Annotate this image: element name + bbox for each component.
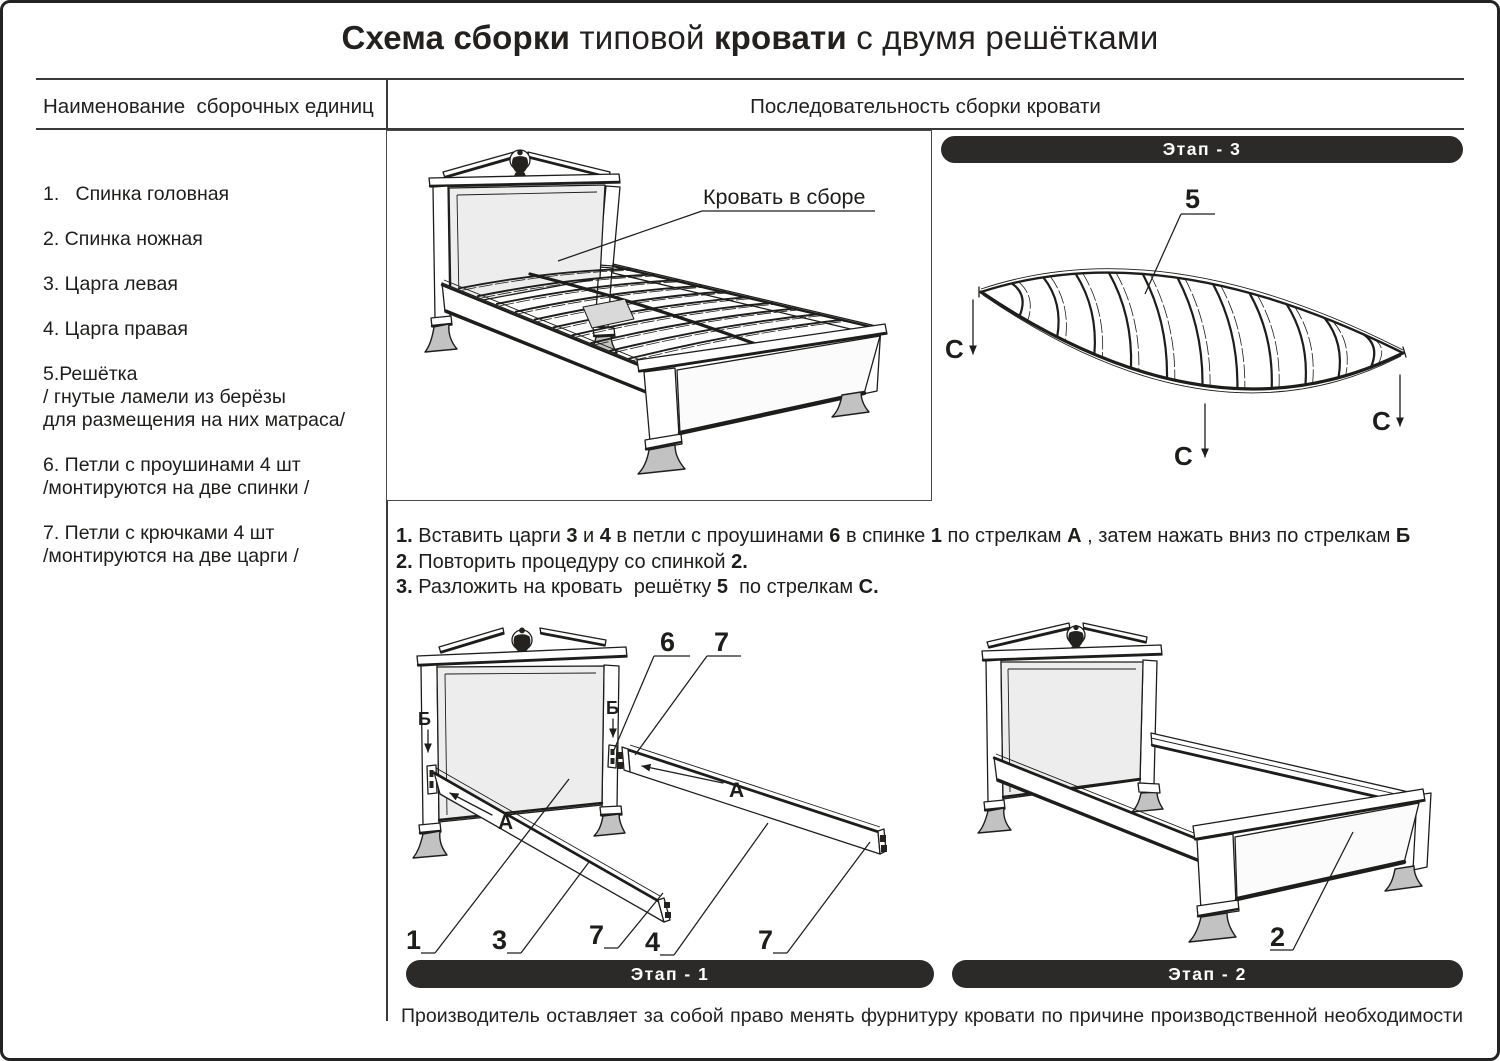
arrow-c-bottom: [1174, 404, 1205, 471]
instruction-segment: по стрелкам: [727, 576, 859, 598]
part-item-note: для размещения на них матраса/: [43, 409, 346, 431]
arrow-label-c: С: [1174, 441, 1193, 471]
part-item-note: / гнутые ламели из берёзы: [43, 386, 286, 408]
instruction-segment: , затем нажать вниз по стрелкам: [1081, 525, 1396, 547]
instruction-segment: 2.: [396, 550, 413, 573]
stage2-drawing: [943, 611, 1498, 961]
stage3-banner: Этап - 3: [941, 136, 1463, 163]
instruction-segment: 3.: [396, 576, 413, 598]
part-item: [43, 454, 378, 500]
part-callout-5: 5: [1185, 184, 1201, 214]
title-segment: кровати: [713, 19, 847, 56]
part-callout-4: 4: [645, 927, 661, 957]
part-item: [43, 363, 378, 432]
stage3-slat-base-drawing: [933, 166, 1498, 526]
instruction-segment: А: [1067, 525, 1082, 547]
title-segment: Схема сборки: [341, 19, 571, 56]
instruction-segment: 1: [930, 525, 942, 547]
stage2-banner: Этап - 2: [952, 960, 1463, 988]
part-callout-2: 2: [1270, 922, 1286, 952]
part-item-name: 2. Спинка ножная: [43, 228, 203, 250]
parts-list: [43, 183, 378, 590]
instruction-segment: 1.: [396, 525, 413, 547]
instruction-line: [396, 550, 1471, 576]
instruction-segment: 2.: [731, 550, 748, 573]
part-item: [43, 273, 378, 296]
instruction-segment: и: [577, 525, 600, 547]
part-item: [43, 318, 378, 341]
assembly-instructions: [396, 524, 1471, 601]
arrow-label-c: С: [945, 334, 964, 364]
footboard-drawing: [1189, 789, 1431, 942]
stage1-banner: Этап - 1: [406, 960, 934, 988]
instruction-segment: в петли с проушинами: [610, 525, 830, 547]
hinge-icon: [608, 745, 617, 768]
assembled-bed-drawing: [387, 131, 931, 500]
arrow-label-b: Б: [418, 709, 431, 729]
stage1-drawing: [388, 611, 933, 961]
part-item: [43, 522, 378, 568]
instruction-segment: Повторить процедуру со спинкой: [412, 550, 732, 573]
part-item: [43, 183, 378, 206]
part-item-note: /монтируются на две царги /: [43, 545, 299, 567]
part-item-name: 7. Петли с крючками 4 шт: [43, 522, 275, 544]
part-item: [43, 228, 378, 251]
instruction-segment: С.: [858, 576, 879, 598]
column-header-right: Последовательность сборки кровати: [750, 95, 1101, 118]
instruction-segment: 6: [829, 525, 841, 547]
title-segment: типовой: [570, 19, 714, 56]
rail-right-drawing: [617, 745, 887, 854]
manufacturer-disclaimer: Производитель оставляет за собой право менять фурнитуру кровати по причине производственной необходимости: [401, 1005, 1463, 1027]
part-callout-7: 7: [714, 627, 730, 657]
instruction-segment: 5: [716, 576, 728, 598]
arrow-c-left: [945, 300, 973, 364]
arrow-label-b: Б: [606, 698, 619, 718]
assembled-bed-callout-label: Кровать в сборе: [703, 185, 866, 209]
part-item-name: 1. Спинка головная: [43, 183, 230, 205]
part-item-note: /монтируются на две спинки /: [43, 477, 310, 499]
instruction-segment: Б: [1395, 525, 1411, 547]
instruction-line: [396, 524, 1471, 550]
part-callout-6: 6: [660, 627, 676, 657]
footboard-drawing: [637, 324, 887, 474]
assembled-bed-box: [386, 130, 932, 501]
page-title: [3, 19, 1497, 57]
part-item-name: 3. Царга левая: [43, 273, 178, 295]
part-callout-1: 1: [406, 925, 422, 955]
instruction-segment: Разложить на кровать решётку: [412, 576, 717, 598]
arrow-c-right: [1372, 375, 1400, 436]
instruction-segment: 3: [566, 525, 578, 547]
instruction-segment: Вставить царги: [412, 525, 567, 547]
slats: [1012, 273, 1382, 389]
part-item-name: 5.Решётка: [43, 363, 138, 385]
instruction-line: [396, 575, 1471, 601]
part-callout-7: 7: [758, 925, 774, 955]
arrow-label-a: А: [729, 779, 745, 802]
instruction-segment: 4: [599, 525, 611, 547]
column-header-left: Наименование сборочных единиц: [43, 95, 374, 118]
instruction-segment: по стрелкам: [941, 525, 1068, 547]
part-callout-7: 7: [589, 920, 605, 950]
part-item-name: 6. Петли с проушинами 4 шт: [43, 454, 301, 476]
arrow-label-c: С: [1372, 406, 1391, 436]
part-callout-3: 3: [492, 925, 508, 955]
part-item-name: 4. Царга правая: [43, 318, 188, 340]
arrow-label-a: А: [498, 811, 514, 834]
title-segment: с двумя решётками: [846, 19, 1159, 56]
top-rule: [36, 78, 1464, 80]
instruction-segment: в спинке: [840, 525, 931, 547]
